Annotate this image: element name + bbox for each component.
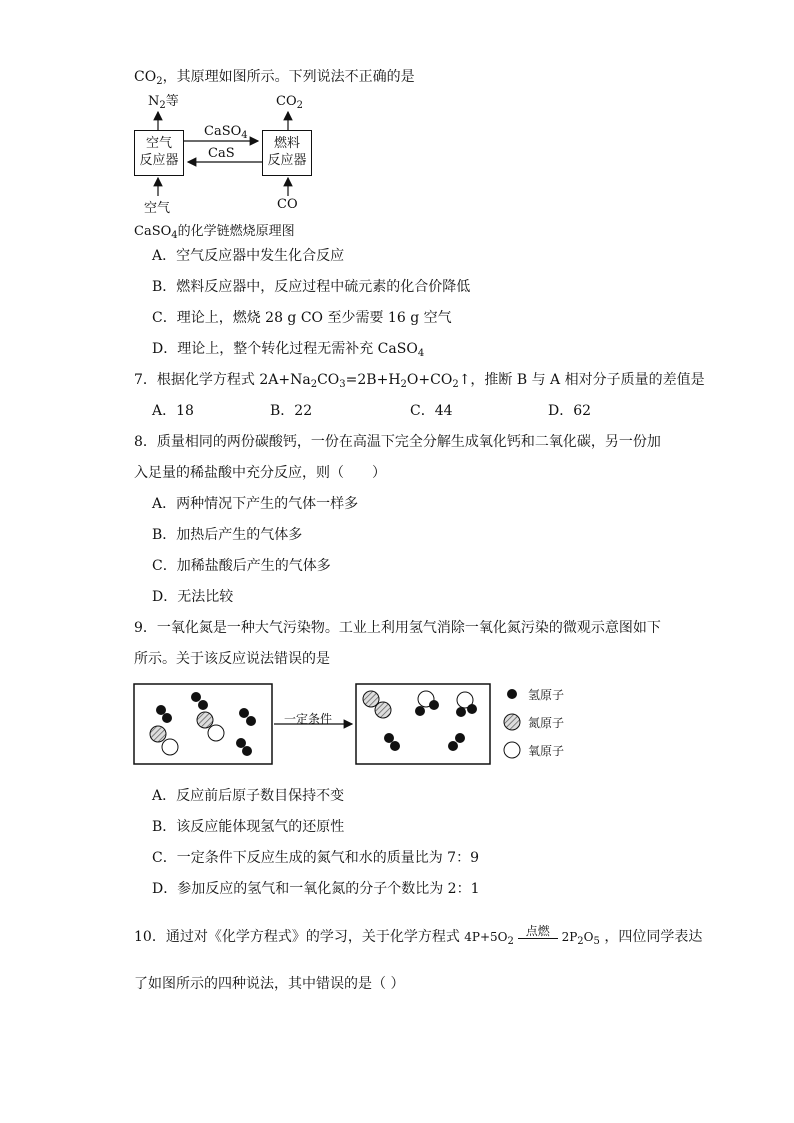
- q9-option-a[interactable]: A．反应前后原子数目保持不变: [152, 788, 345, 804]
- q7-option-d[interactable]: D．62: [548, 403, 592, 419]
- q7-option-c[interactable]: C．44: [410, 403, 453, 419]
- legend-n-label: 氮原子: [528, 716, 565, 730]
- air-input-label: 空气: [144, 201, 171, 216]
- q8-option-a[interactable]: A．两种情况下产生的气体一样多: [152, 496, 359, 512]
- cas-arrow-label: CaS: [208, 146, 235, 161]
- q6-option-d[interactable]: D．理论上，整个转化过程无需补充 CaSO$_4$: [152, 341, 425, 359]
- q9-option-d[interactable]: D．参加反应的氢气和一氧化氮的分子个数比为 2：1: [152, 881, 480, 897]
- co2-label: $CO_2$: [276, 94, 303, 111]
- legend-h-label: 氢原子: [528, 688, 565, 702]
- q6-option-c[interactable]: C．理论上，燃烧 28 g CO 至少需要 16 g 空气: [152, 310, 452, 326]
- q6-stem: $CO_2$，其原理如图所示。下列说法不正确的是: [134, 69, 415, 87]
- q6-option-a[interactable]: A．空气反应器中发生化合反应: [152, 248, 345, 264]
- legend-o-label: 氧原子: [528, 744, 565, 758]
- diagram-caption: CaSO$_4$的化学链燃烧原理图: [134, 224, 295, 241]
- q8-option-d[interactable]: D．无法比较: [152, 589, 234, 605]
- air-reactor-box: 空气 反应器: [134, 130, 184, 176]
- q9-option-b[interactable]: B．该反应能体现氢气的还原性: [152, 819, 345, 835]
- legend-h-icon: [507, 689, 517, 699]
- fuel-reactor-box: 燃料 反应器: [262, 130, 312, 176]
- q8-stem-line2: 入足量的稀盐酸中充分反应，则（ ）: [134, 465, 386, 481]
- q8-option-c[interactable]: C．加稀盐酸后产生的气体多: [152, 558, 331, 574]
- caso4-arrow-label: CaSO$_4$: [204, 124, 248, 141]
- q7-option-a[interactable]: A．18: [152, 403, 194, 419]
- q9-option-c[interactable]: C．一定条件下反应生成的氮气和水的质量比为 7：9: [152, 850, 479, 866]
- q8-stem-line1: 8．质量相同的两份碳酸钙，一份在高温下完全分解生成氧化钙和二氧化碳，另一份加: [134, 434, 661, 450]
- q9-stem-line1: 9．一氧化氮是一种大气污染物。工业上利用氢气消除一氧化氮污染的微观示意图如下: [134, 620, 661, 636]
- q8-option-b[interactable]: B．加热后产生的气体多: [152, 527, 303, 543]
- q10-stem-line2: 了如图所示的四种说法，其中错误的是（ ）: [134, 976, 405, 992]
- co-input-label: CO: [277, 197, 298, 212]
- legend-n-icon: [504, 714, 520, 730]
- q6-option-b[interactable]: B．燃料反应器中，反应过程中硫元素的化合价降低: [152, 279, 471, 295]
- q10-stem-line1: 10．通过对《化学方程式》的学习，关于化学方程式 $4P+5O_2$ 点燃 $2P_2O_5$ ，四位同学表达: [134, 924, 703, 947]
- reaction-condition-arrow: 点燃: [518, 936, 558, 939]
- q7-option-b[interactable]: B．22: [270, 403, 313, 419]
- q7-stem: 7．根据化学方程式 $2A+Na_2CO_3=2B+H_2O+CO_2↑$，推断 B 与 A 相对分子质量的差值是: [134, 372, 705, 390]
- q10-equation: $4P+5O_2$ 点燃 $2P_2O_5$: [464, 924, 600, 947]
- condition-label: 一定条件: [284, 712, 333, 726]
- n2-label: $N_2$等: [148, 94, 179, 111]
- legend-o-icon: [504, 742, 520, 758]
- q9-stem-line2: 所示。关于该反应说法错误的是: [134, 651, 330, 667]
